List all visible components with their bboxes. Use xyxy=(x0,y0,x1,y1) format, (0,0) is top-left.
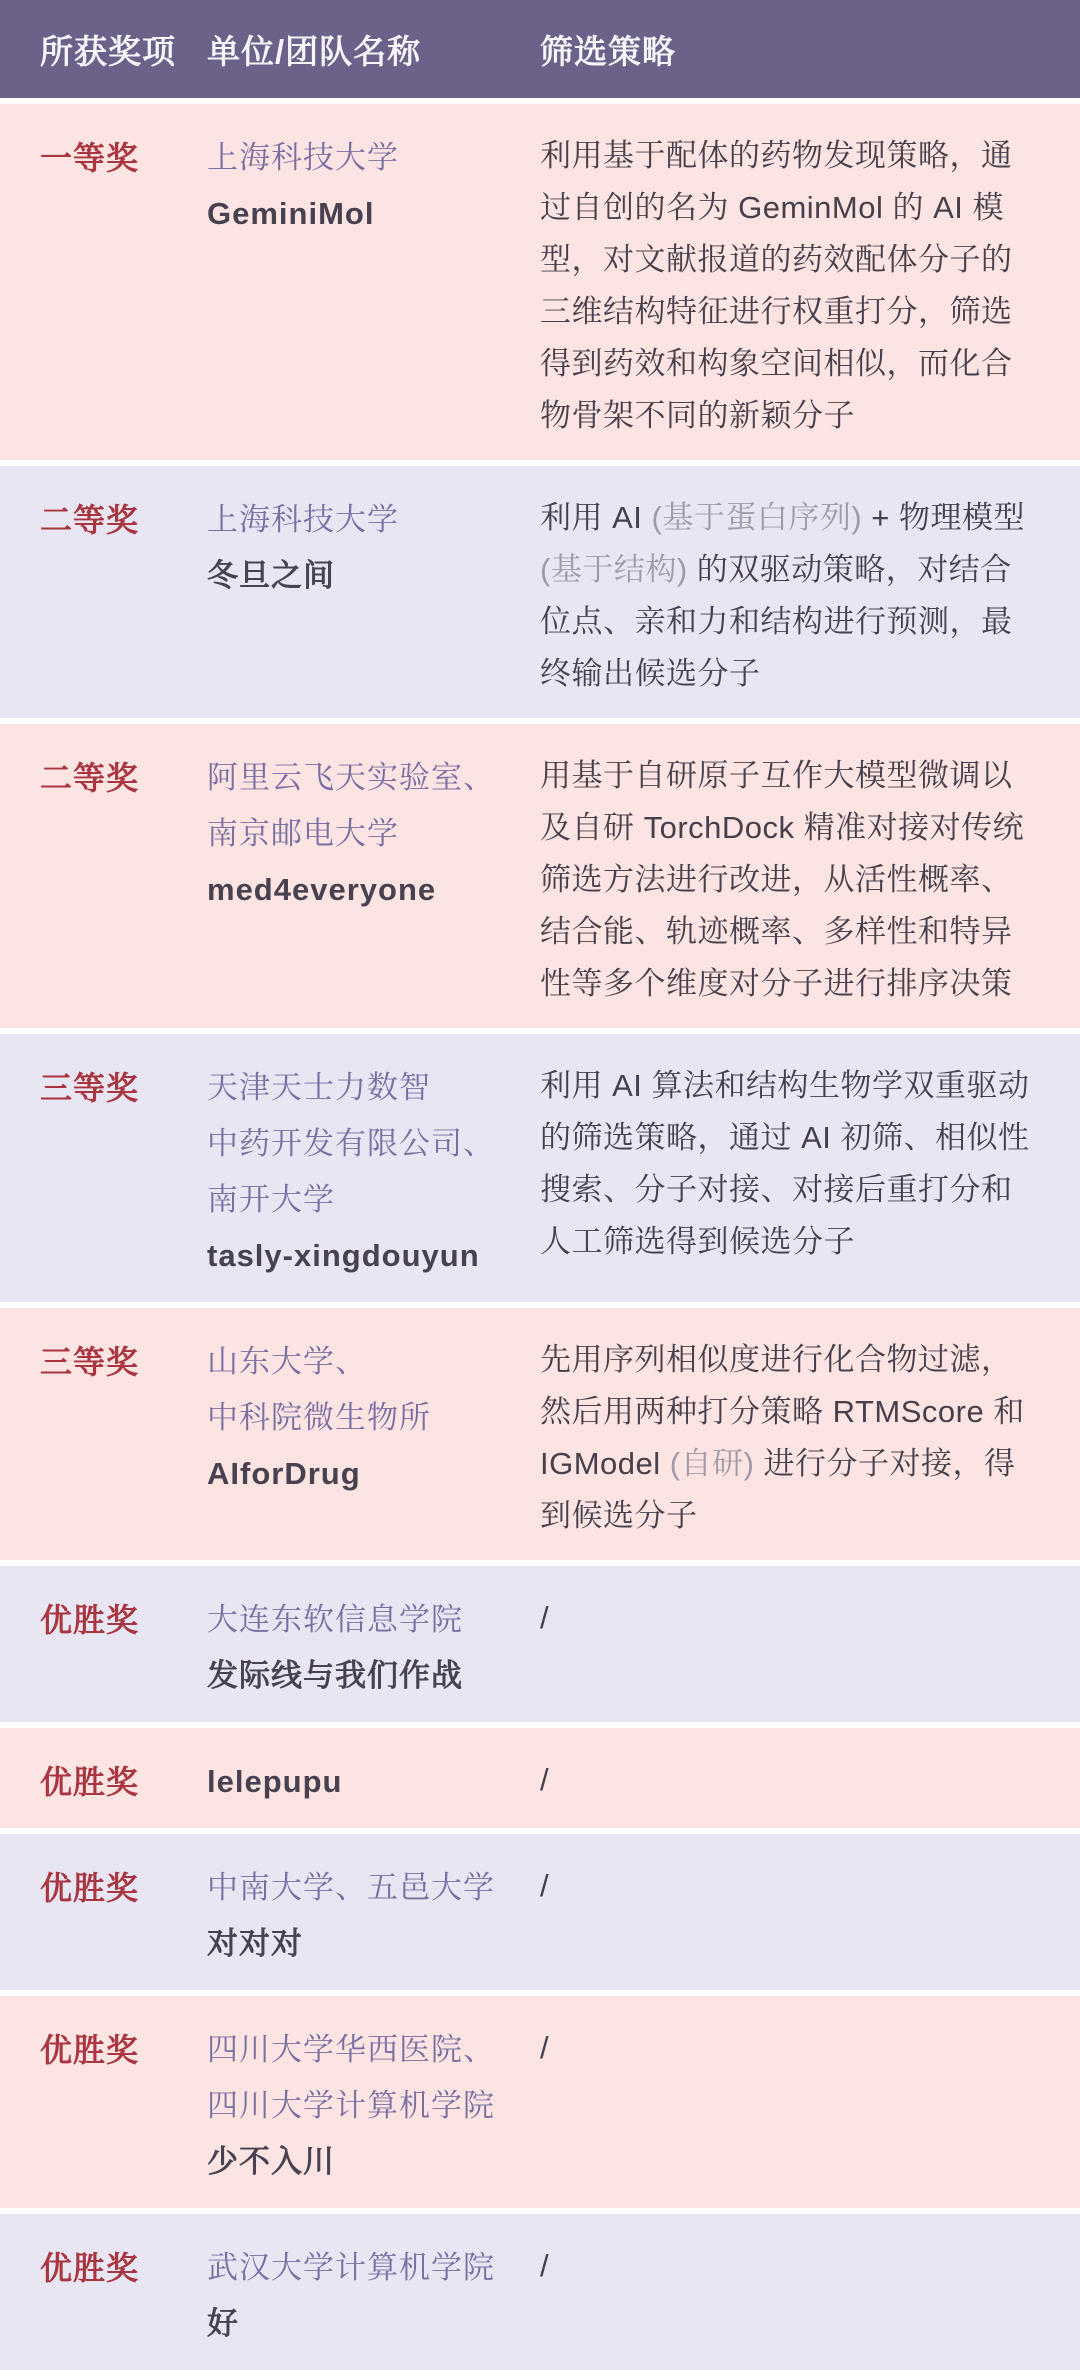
strategy-segment: / xyxy=(540,2030,550,2065)
team-name: lelepupu xyxy=(207,1764,343,1799)
strategy-cell xyxy=(540,1754,1080,1810)
strategy-segment: + 物理模型 xyxy=(862,500,1026,535)
award-cell xyxy=(0,1754,207,1810)
award-label: 一等奖 xyxy=(40,140,140,176)
team-cell xyxy=(207,1860,540,1972)
award-cell xyxy=(0,130,207,442)
award-cell xyxy=(0,1860,207,1972)
table-row xyxy=(0,1566,1080,1722)
team-name: 少不入川 xyxy=(207,2144,335,2179)
strategy-cell xyxy=(540,750,1080,1010)
table-row xyxy=(0,1834,1080,1990)
award-cell xyxy=(0,1060,207,1284)
team-name: med4everyone xyxy=(207,872,437,907)
award-label: 三等奖 xyxy=(40,1344,140,1380)
award-label: 优胜奖 xyxy=(40,1870,140,1906)
header-award: 所获奖项 xyxy=(40,32,176,70)
team-cell xyxy=(207,130,540,442)
team-name: 冬旦之间 xyxy=(207,558,335,593)
strategy-note: (自研) xyxy=(669,1446,755,1481)
award-label: 优胜奖 xyxy=(40,2250,140,2286)
unit-name: 中药开发有限公司、 xyxy=(207,1126,495,1161)
header-team: 单位/团队名称 xyxy=(207,32,422,70)
table-row xyxy=(0,1308,1080,1560)
strategy-text xyxy=(540,130,1080,442)
unit-name: 中南大学、五邑大学 xyxy=(207,1870,495,1905)
award-label: 三等奖 xyxy=(40,1070,140,1106)
strategy-text xyxy=(540,1060,1080,1268)
unit-name: 阿里云飞天实验室、 xyxy=(207,760,495,795)
strategy-segment: 利用 AI 算法和结构生物学双重驱动的筛选策略，通过 AI 初筛、相似性搜索、分子对接、对接后重打分和人工筛选得到候选分子 xyxy=(540,1068,1030,1259)
strategy-segment: 利用基于配体的药物发现策略，通过自创的名为 GeminMol 的 AI 模型，对文献报道的药效配体分子的三维结构特征进行权重打分，筛选得到药效和构象空间相似，而化合物骨架不同的新颖分子 xyxy=(540,138,1013,433)
team-name: GeminiMol xyxy=(207,196,375,231)
strategy-segment: 利用 AI xyxy=(540,500,652,535)
strategy-cell xyxy=(540,1060,1080,1284)
header-strategy: 筛选策略 xyxy=(540,32,676,70)
team-cell xyxy=(207,2240,540,2352)
strategy-segment: 的双驱动策略，对结合位点、亲和力和结构进行预测，最终输出候选分子 xyxy=(540,552,1013,691)
award-cell xyxy=(0,2240,207,2352)
unit-name: 中科院微生物所 xyxy=(207,1400,431,1435)
team-name: 对对对 xyxy=(207,1926,303,1961)
team-cell xyxy=(207,750,540,1010)
strategy-cell xyxy=(540,492,1080,700)
table-row xyxy=(0,1034,1080,1302)
team-cell xyxy=(207,1592,540,1704)
strategy-text xyxy=(540,2022,1080,2074)
strategy-text xyxy=(540,1754,1080,1806)
strategy-cell xyxy=(540,2022,1080,2190)
award-cell xyxy=(0,1592,207,1704)
unit-name: 四川大学华西医院、 xyxy=(207,2032,495,2067)
strategy-segment: / xyxy=(540,2248,550,2283)
strategy-segment: / xyxy=(540,1762,550,1797)
strategy-text xyxy=(540,1334,1080,1542)
award-label: 优胜奖 xyxy=(40,1764,140,1800)
table-row xyxy=(0,466,1080,718)
strategy-note: (基于蛋白序列) xyxy=(651,500,863,535)
award-label: 优胜奖 xyxy=(40,1602,140,1638)
strategy-segment: / xyxy=(540,1600,550,1635)
award-cell xyxy=(0,750,207,1010)
team-name: 好 xyxy=(207,2306,239,2341)
strategy-cell xyxy=(540,1592,1080,1704)
team-name: tasly-xingdouyun xyxy=(207,1238,480,1273)
strategy-cell xyxy=(540,1334,1080,1542)
unit-name: 南京邮电大学 xyxy=(207,816,399,851)
award-cell xyxy=(0,1334,207,1542)
team-cell xyxy=(207,492,540,700)
award-label: 二等奖 xyxy=(40,502,140,538)
strategy-text xyxy=(540,1860,1080,1912)
strategy-text xyxy=(540,492,1080,700)
unit-name: 南开大学 xyxy=(207,1182,335,1217)
award-label: 二等奖 xyxy=(40,760,140,796)
team-cell xyxy=(207,2022,540,2190)
team-name: 发际线与我们作战 xyxy=(207,1658,463,1693)
strategy-cell xyxy=(540,130,1080,442)
strategy-segment: 先用序列相似度进行化合物过滤，然后用两种打分策略 RTMScore 和 IGModel xyxy=(540,1342,1025,1481)
table-row xyxy=(0,2214,1080,2370)
unit-name: 四川大学计算机学院 xyxy=(207,2088,495,2123)
team-cell xyxy=(207,1060,540,1284)
table-header xyxy=(0,0,1080,98)
award-cell xyxy=(0,2022,207,2190)
unit-name: 大连东软信息学院 xyxy=(207,1602,463,1637)
award-label: 优胜奖 xyxy=(40,2032,140,2068)
strategy-text xyxy=(540,2240,1080,2292)
strategy-segment: 进行分子对接，得到候选分子 xyxy=(540,1446,1016,1533)
unit-name: 上海科技大学 xyxy=(207,140,399,175)
team-cell xyxy=(207,1334,540,1542)
strategy-cell xyxy=(540,1860,1080,1972)
unit-name: 天津天士力数智 xyxy=(207,1070,431,1105)
strategy-cell xyxy=(540,2240,1080,2352)
table-body xyxy=(0,104,1080,2370)
table-row xyxy=(0,104,1080,460)
unit-name: 上海科技大学 xyxy=(207,502,399,537)
strategy-text xyxy=(540,750,1080,1010)
table-row xyxy=(0,1996,1080,2208)
team-cell xyxy=(207,1754,540,1810)
team-name: AIforDrug xyxy=(207,1456,361,1491)
table-row xyxy=(0,1728,1080,1828)
strategy-text xyxy=(540,1592,1080,1644)
strategy-segment: / xyxy=(540,1868,550,1903)
unit-name: 山东大学、 xyxy=(207,1344,367,1379)
unit-name: 武汉大学计算机学院 xyxy=(207,2250,495,2285)
strategy-note: (基于结构) xyxy=(540,552,688,587)
award-cell xyxy=(0,492,207,700)
table-row xyxy=(0,724,1080,1028)
strategy-segment: 用基于自研原子互作大模型微调以及自研 TorchDock 精准对接对传统筛选方法进行改进，从活性概率、结合能、轨迹概率、多样性和特异性等多个维度对分子进行排序决策 xyxy=(540,758,1025,1001)
